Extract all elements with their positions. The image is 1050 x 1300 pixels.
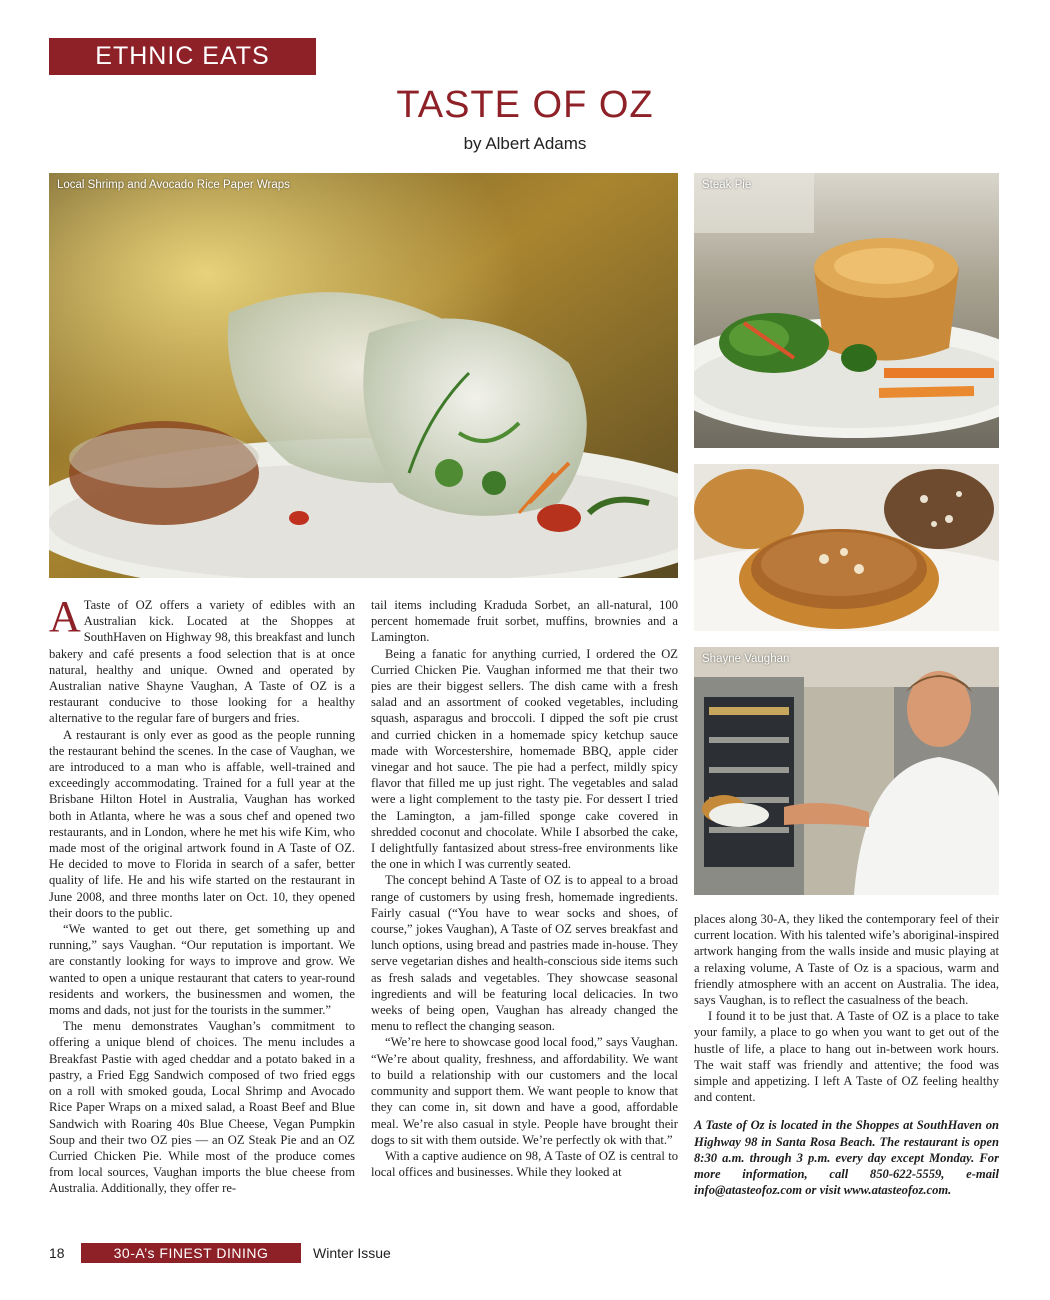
article-paragraph: I found it to be just that. A Taste of OZ is a place to take your family, a place to go when you want to get out of the hustle of life, a place to hang out in-between work hours. The wait staff was friendly and attentive; the food was simple and appetizing. I left A Taste of OZ feeling healthy and content.	[694, 1009, 999, 1105]
article-paragraph: places along 30-A, they liked the contemporary feel of their current location. With his talented wife’s aboriginal-inspired artwork hanging from the walls inside and music playing at a relaxing volume, A Taste of Oz is a spacious, warm and friendly atmosphere with an accent on Australia. The idea, says Vaughan, is to reflect the casualness of the beach.	[694, 912, 999, 1008]
article-title: TASTE OF OZ	[396, 84, 654, 126]
article-paragraph: “We’re here to showcase good local food,” says Vaughan. “We’re about quality, freshness, and affordability. We want to build a relationship with our customers and the local community and support them. We want people to know that they can come in, sit down and have a good, affordable meal. We’re also casual in style. People have brought their dogs to sit with them outside. We’re perfectly ok with that.”	[371, 1035, 678, 1147]
article-column-3	[694, 911, 999, 1198]
photo-caption: Steak Pie	[702, 179, 752, 191]
page-number: 18	[49, 1245, 65, 1261]
article-paragraph: The concept behind A Taste of OZ is to appeal to a broad range of customers by using fresh, homemade ingredients. Fairly casual (“You have to wear socks and shoes, of course,” jokes Vaughan), A Taste of OZ serves breakfast and lunch options, using bread and pastries made in-house. They serve vegetarian dishes and health-conscious side items such as fresh salads and vegetables. They showcase seasonal ingredients and will be featuring local delicacies. In two weeks of being open, Vaughan has already changed the menu to reflect the changing season.	[371, 873, 678, 1034]
photo-desserts	[694, 464, 999, 631]
article-paragraph: A Taste of OZ offers a variety of edibles with an Australian kick. Located at the Shoppes at SouthHaven on Highway 98, this breakfast and lunch bakery and café presents a food selection that is at once natural, healthy and unique. Owned and operated by Australian native Shayne Vaughan, A Taste of OZ is a restaurant conducive to those looking for a healthy alternative to the regular fare of burgers and fries.	[49, 592, 355, 726]
article-paragraph: Being a fanatic for anything curried, I ordered the OZ Curried Chicken Pie. Vaughan informed me that their two pies are their biggest sellers. The dish came with a fresh salad and an assortment of cooked vegetables, including squash, asparagus and broccoli. I dipped the soft pie crust and curried chicken in a homemade spicy ketchup sauce made with Worcestershire, homemade BBQ, apple cider vinegar and hot sauce. The pie had a perfect, mildly spicy flavor that filled me up just right. The vegetables and salad were a light complement to the tasty pie. For dessert I tried the Lamington, a jam-filled sponge cake covered in shredded coconut and chocolate. While I absorbed the cake, I delightfully fantasized about stress-free environments like the one in which I was currently seated.	[371, 646, 678, 872]
article-paragraph: tail items including Kraduda Sorbet, an all-natural, 100 percent homemade fruit sorbet, muffins, brownies and a Lamington.	[371, 598, 678, 645]
publication-name: 30-A’s FINEST DINING	[81, 1243, 301, 1263]
photo-steak-pie	[694, 173, 999, 448]
article-column-2	[371, 597, 678, 1180]
photo-caption: Shayne Vaughan	[702, 653, 790, 665]
byline: by Albert Adams	[463, 134, 587, 153]
article-column-1	[49, 592, 355, 1197]
drop-cap: A	[49, 592, 81, 641]
article-paragraph: “We wanted to get out there, get something up and running,” says Vaughan. “Our reputation is important. We are constantly looking for ways to improve and grow. We wanted to open a unique restaurant that caters to year-round residents and workers, the businessmen and women, the moms and dads, not just for the tourists in the summer.”	[49, 922, 355, 1018]
issue-label: Winter Issue	[313, 1245, 391, 1261]
article-paragraph: With a captive audience on 98, A Taste of OZ is central to local offices and businesses. While they looked at	[371, 1148, 678, 1180]
restaurant-info: A Taste of Oz is located in the Shoppes at SouthHaven on Highway 98 in Santa Rosa Beach. The restaurant is open 8:30 a.m. through 3 p.m. every day except Monday. For more information, call 850-622-5559, e-mail info@atasteofoz.com or visit www.atasteofoz.com.	[694, 1118, 999, 1198]
section-label: ETHNIC EATS	[49, 38, 316, 75]
photo-chef	[694, 647, 999, 895]
photo-rice-paper-wraps	[49, 173, 678, 578]
article-paragraph: The menu demonstrates Vaughan’s commitment to offering a unique blend of choices. The menu includes a Breakfast Pastie with aged cheddar and a potato baked in a pastry, a Fried Egg Sandwich composed of two fried eggs on a roll with smoked gouda, Local Shrimp and Avocado Rice Paper Wraps on a mixed salad, a Roast Beef and Blue Sandwich with Roaring 40s Blue Cheese, Vegan Pumpkin Soup and their two OZ pies — an OZ Steak Pie and an OZ Curried Chicken Pie. While most of the produce comes from local sources, Vaughan imports the blue cheese from Australia. Additionally, they offer re-	[49, 1019, 355, 1196]
article-paragraph: A restaurant is only ever as good as the people running the restaurant behind the scenes. In the case of Vaughan, we are introduced to a man who is affable, well-trained and exceedingly accommodating. Trained for a full year at the Brisbane Hilton Hotel in Australia, Vaughan has worked both in Atlanta, where he was a sous chef and opened two restaurants, and in London, where he met his wife Kim, who made most of the original artwork found in A Taste of OZ. He decided to move to Florida in search of a safer, better quality of life. He and his wife started on the restaurant in June 2008, and three months later on Oct. 10, they opened their doors to the public.	[49, 727, 355, 920]
page-footer	[49, 1243, 391, 1263]
photo-caption: Local Shrimp and Avocado Rice Paper Wraps	[57, 179, 290, 191]
